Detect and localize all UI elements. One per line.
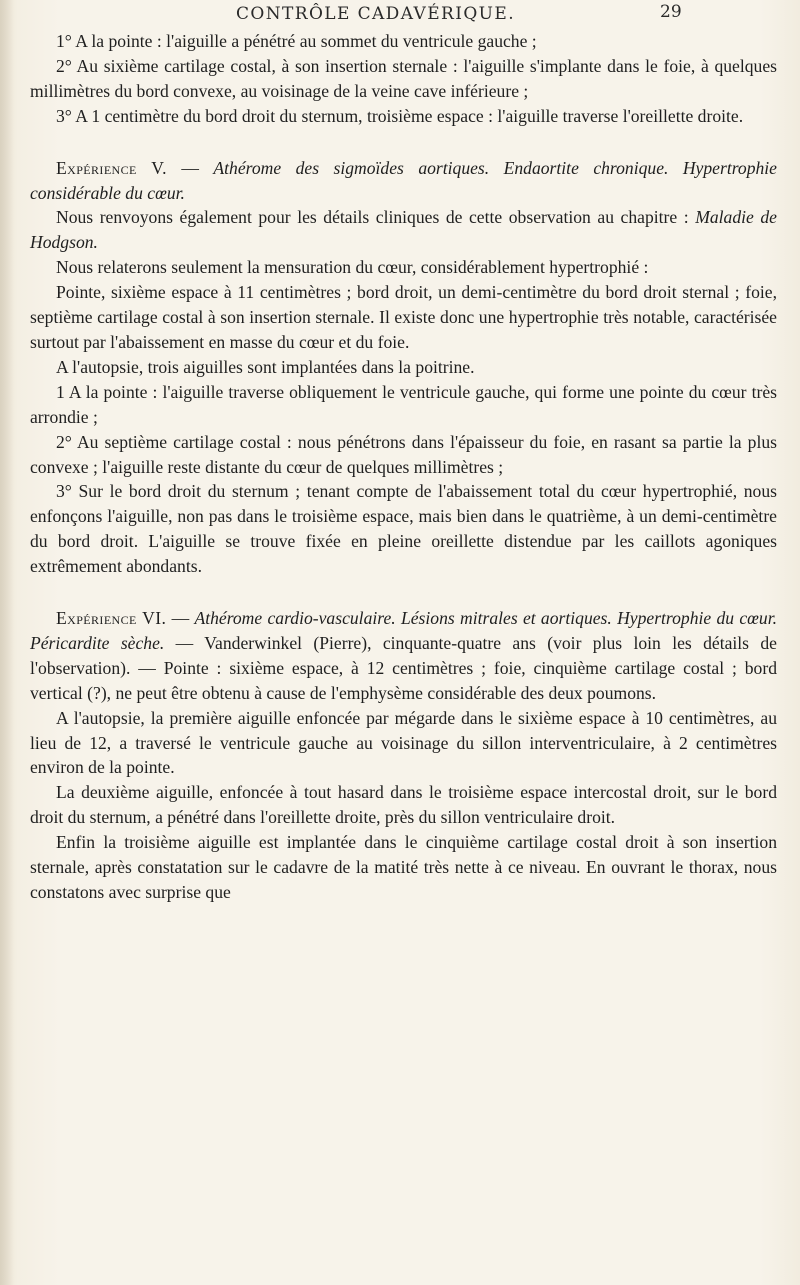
binding-shadow	[0, 0, 14, 1285]
paragraph: 2° Au sixième cartilage costal, à son insertion sternale : l'aiguille s'implante dans le foie, à quelques millimètres du bord convexe, au voisinage de la veine cave inférieure ;	[30, 55, 777, 101]
experiment-title: Athérome cardio-vasculaire. Lésions mitrales et aortiques. Hypertrophie du cœur. Péricardite sèche.	[30, 608, 778, 653]
paragraph: 2° Au septième cartilage costal : nous pénétrons dans l'épaisseur du foie, en rasant sa partie la plus convexe ; l'aiguille reste distante du cœur de quelques millimètres ;	[30, 431, 777, 477]
page-number: 29	[660, 2, 682, 22]
paragraph: A l'autopsie, trois aiguilles sont implantées dans la poitrine.	[56, 356, 475, 377]
paragraph: A l'autopsie, la première aiguille enfoncée par mégarde dans le sixième espace à 10 centimètres, au lieu de 12, a traversé le ventricule gauche au voisinage du sillon interventriculaire, à 2 centimètres environ de la pointe.	[30, 707, 777, 778]
paragraph: 1 A la pointe : l'aiguille traverse obliquement le ventricule gauche, qui forme une pointe du cœur très arrondie ;	[30, 381, 777, 427]
experiment-heading: Expérience VI. — Athérome cardio-vasculaire. Lésions mitrales et aortiques. Hypertrophie du cœur. Péricardite sèche. — Vanderwinkel (Pierre), cinquante-quatre ans (voir plus loin les détails de l'observation). — Pointe : sixième espace, à 12 centimètres ; foie, cinquième cartilage costal ; bord vertical (?), ne peut être obtenu à cause de l'emphysème considérable des deux poumons.	[30, 608, 778, 703]
paragraph: Pointe, sixième espace à 11 centimètres ; bord droit, un demi-centimètre du bord droit sternal ; foie, septième cartilage costal à son insertion sternale. Il existe donc une hypertrophie très notable, caractérisée surtout par l'abaissement en masse du cœur et du foie.	[30, 282, 777, 352]
paragraph: Nous renvoyons également pour les détails cliniques de cette observation au chapitre : Maladie de Hodgson.	[30, 207, 777, 253]
running-head: CONTRÔLE CADAVÉRIQUE.	[236, 4, 516, 24]
paragraph: Nous relaterons seulement la mensuration du cœur, considérablement hypertrophié :	[56, 257, 649, 278]
paragraph: 3° A 1 centimètre du bord droit du sternum, troisième espace : l'aiguille traverse l'oreillette droite.	[56, 105, 744, 126]
paragraph: 1° A la pointe : l'aiguille a pénétré au sommet du ventricule gauche ;	[56, 31, 537, 51]
paragraph: 3° Sur le bord droit du sternum ; tenant compte de l'abaissement total du cœur hypertrophié, nous enfonçons l'aiguille, non pas dans le troisième espace, mais bien dans le quatrième, à un demi-centimètre du bord droit. L'aiguille se trouve fixée en pleine oreillette distendue par les caillots agoniques extrêmement abondants.	[30, 481, 777, 577]
body-text	[30, 29, 777, 905]
paragraph: Enfin la troisième aiguille est implantée dans le cinquième cartilage costal droit à son insertion sternale, après constatation sur le cadavre de la matité très nette à ce niveau. En ouvrant le thorax, nous constatons avec surprise que	[30, 832, 777, 902]
experiment-label: Expérience V.	[56, 157, 167, 178]
experiment-title: Athérome des sigmoïdes aortiques. Endaortite chronique. Hypertrophie considérable du cœur.	[30, 157, 777, 203]
paragraph: La deuxième aiguille, enfoncée à tout hasard dans le troisième espace intercostal droit, sur le bord droit du sternum, a pénétré dans l'oreillette droite, près du sillon ventriculaire droit.	[30, 782, 777, 828]
experiment-heading: Expérience V. — Athérome des sigmoïdes aortiques. Endaortite chronique. Hypertrophie considérable du cœur.	[30, 157, 777, 203]
experiment-label: Expérience VI.	[56, 608, 167, 629]
page-header	[0, 2, 800, 28]
